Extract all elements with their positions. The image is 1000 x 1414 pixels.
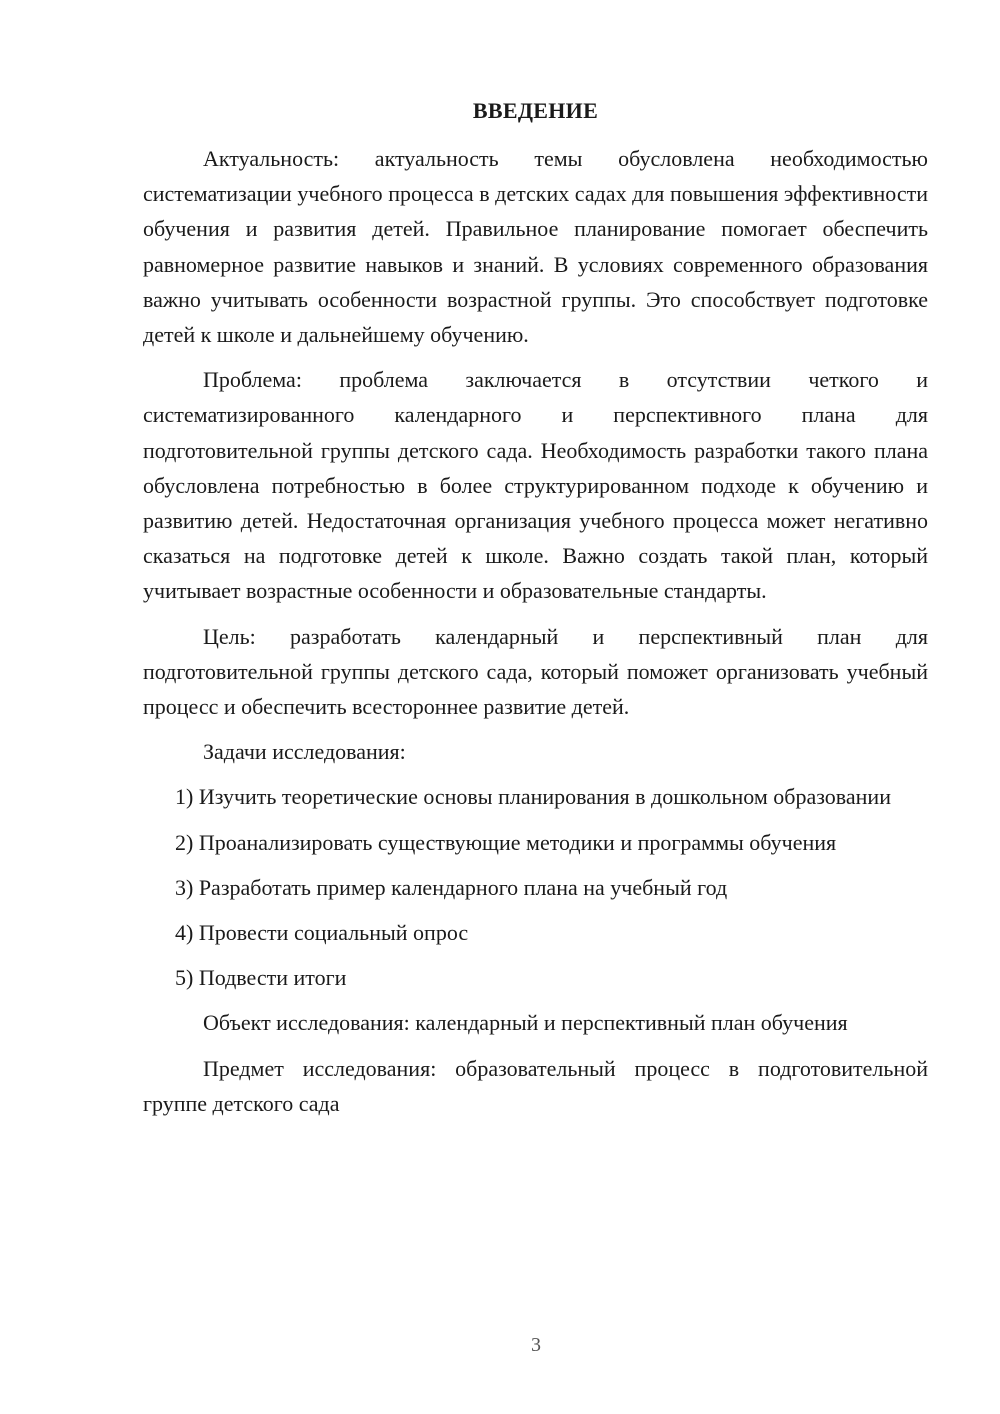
goal-paragraph: Цель: разработать календарный и перспективный план для подготовительной группы детского сада, который поможет организовать учебный процесс и обеспечить всестороннее развитие детей. bbox=[143, 623, 928, 720]
relevance-paragraph: Актуальность: актуальность темы обусловлена необходимостью систематизации учебного процесса в детских садах для повышения эффективности обучения и развития детей. Правильное планирование помогает обеспечить равномерное развитие навыков и знаний. В условиях современного образования важно учитывать особенности возрастной группы. Это способствует подготовке детей к школе и дальнейшему обучению. bbox=[143, 146, 928, 348]
document-page bbox=[143, 95, 928, 1131]
subject-paragraph: Предмет исследования: образовательный процесс в подготовительной группе детского сада bbox=[143, 1055, 928, 1116]
list-item: 3) Разработать пример календарного плана на учебный год bbox=[175, 874, 728, 900]
page-title: ВВЕДЕНИЕ bbox=[472, 98, 599, 123]
tasks-list bbox=[143, 779, 928, 995]
list-item: 2) Проанализировать существующие методики и программы обучения bbox=[175, 829, 837, 855]
tasks-heading: Задачи исследования: bbox=[203, 739, 406, 765]
object-paragraph: Объект исследования: календарный и перспективный план обучения bbox=[203, 1010, 848, 1036]
list-item: 4) Провести социальный опрос bbox=[175, 920, 469, 946]
list-item: 5) Подвести итоги bbox=[175, 965, 347, 991]
list-item: 1) Изучить теоретические основы планирования в дошкольном образовании bbox=[175, 784, 891, 810]
page-number: 3 bbox=[531, 1334, 541, 1356]
problem-paragraph: Проблема: проблема заключается в отсутствии четкого и систематизированного календарного и перспективного плана для подготовительной группы детского сада. Необходимость разработки такого плана обусловлена потребностью в более структурированном подходе к обучению и развитию детей. Недостаточная организация учебного процесса может негативно сказаться на подготовке детей к школе. Важно создать такой план, который учитывает возрастные особенности и образовательные стандарты. bbox=[143, 367, 928, 604]
